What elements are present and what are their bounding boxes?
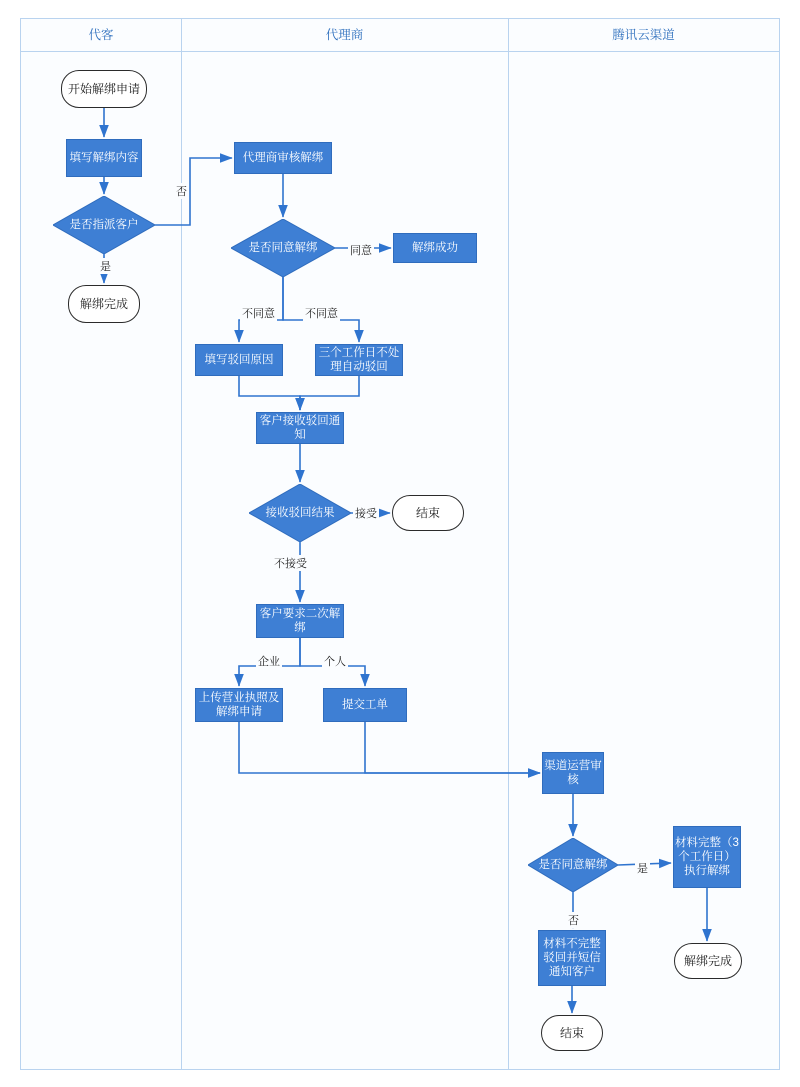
node-label: 解绑成功: [412, 242, 458, 254]
edge-label-text: 个人: [324, 656, 346, 668]
node-channel-operation-review[interactable]: [542, 752, 604, 794]
node-end-tencent[interactable]: [541, 1015, 603, 1051]
node-submit-ticket[interactable]: [323, 688, 407, 722]
node-label: 接收驳回结果: [265, 506, 335, 519]
node-label: 是否同意解绑: [538, 858, 608, 871]
node-materials-complete-execute-unbind[interactable]: [673, 826, 741, 888]
node-customer-receive-reject-notice[interactable]: [256, 412, 344, 444]
lane-divider-2: [508, 19, 509, 1069]
edge-label-text: 企业: [258, 656, 280, 668]
node-fill-unbind-content[interactable]: [66, 139, 142, 177]
edge-label-text: 不同意: [242, 308, 275, 320]
node-unbind-success[interactable]: [393, 233, 477, 263]
node-materials-incomplete-reject-sms[interactable]: [538, 930, 606, 986]
node-label: 是否同意解绑: [248, 241, 318, 254]
node-label: 开始解绑申请: [67, 82, 140, 96]
node-label: 填写解绑内容: [69, 152, 139, 164]
edge-label-enterprise: [256, 653, 282, 669]
edge-label-text: 否: [568, 915, 579, 927]
node-decision-receive-reject-result[interactable]: [249, 484, 351, 542]
edge-label-text: 不同意: [305, 308, 338, 320]
node-auto-reject-three-days[interactable]: [315, 344, 403, 376]
edge-label-disagree-2: [303, 305, 340, 321]
node-label: 三个工作日不处理自动驳回: [318, 347, 400, 373]
node-start-unbind-request[interactable]: [61, 70, 147, 108]
node-label: 提交工单: [342, 699, 388, 711]
edge-label-text: 是: [100, 261, 111, 273]
node-label: 结束: [415, 506, 440, 520]
node-label: 渠道运营审核: [544, 760, 602, 786]
edge-label-no-assign: [174, 183, 189, 199]
node-label: 材料不完整驳回并短信通知客户: [543, 938, 601, 978]
node-label: 结束: [559, 1026, 584, 1040]
lane-divider-1: [181, 19, 182, 1069]
edge-label-no-final: [566, 912, 581, 928]
node-customer-request-second-unbind[interactable]: [256, 604, 344, 638]
edge-label-personal: [322, 653, 348, 669]
node-decision-channel-agree[interactable]: [528, 838, 618, 892]
node-upload-license-and-application[interactable]: [195, 688, 283, 722]
node-label: 客户接收驳回通知: [259, 415, 341, 441]
edge-label-text: 接受: [355, 508, 377, 520]
node-unbind-complete-customer[interactable]: [68, 285, 140, 323]
edge-label-text: 否: [176, 186, 187, 198]
node-decision-assign-customer[interactable]: [53, 196, 155, 254]
node-decision-agent-agree[interactable]: [231, 219, 335, 277]
edge-label-agree: [348, 242, 374, 258]
lane-header-agent: [181, 19, 508, 52]
node-label: 是否指派客户: [69, 218, 139, 231]
edge-label-accept: [353, 505, 379, 521]
lane-header-customer: [21, 19, 181, 52]
node-label: 代理商审核解绑: [242, 152, 324, 164]
lane-header-tencent: [508, 19, 779, 52]
node-label: 填写驳回原因: [204, 354, 274, 366]
edge-label-yes-assign: [98, 258, 113, 274]
edge-label-not-accept: [272, 555, 309, 571]
node-label: 材料完整（3个工作日）执行解绑: [675, 837, 739, 877]
lane-label-agent: 代理商: [325, 28, 364, 42]
edge-label-text: 是: [637, 863, 648, 875]
node-end-agent[interactable]: [392, 495, 464, 531]
lane-label-tencent: 腾讯云渠道: [612, 28, 675, 42]
edge-label-text: 同意: [350, 245, 372, 257]
node-label: 解绑完成: [683, 954, 732, 968]
edge-label-disagree-1: [240, 305, 277, 321]
node-label: 解绑完成: [79, 297, 128, 311]
edge-label-text: 不接受: [274, 558, 307, 570]
node-agent-review-unbind[interactable]: [234, 142, 332, 174]
lane-label-customer: 代客: [88, 28, 114, 42]
edge-label-yes-final: [635, 860, 650, 876]
node-label: 上传营业执照及解绑申请: [198, 692, 280, 718]
node-fill-reject-reason[interactable]: [195, 344, 283, 376]
node-label: 客户要求二次解绑: [259, 608, 341, 634]
node-unbind-complete-tencent[interactable]: [674, 943, 742, 979]
